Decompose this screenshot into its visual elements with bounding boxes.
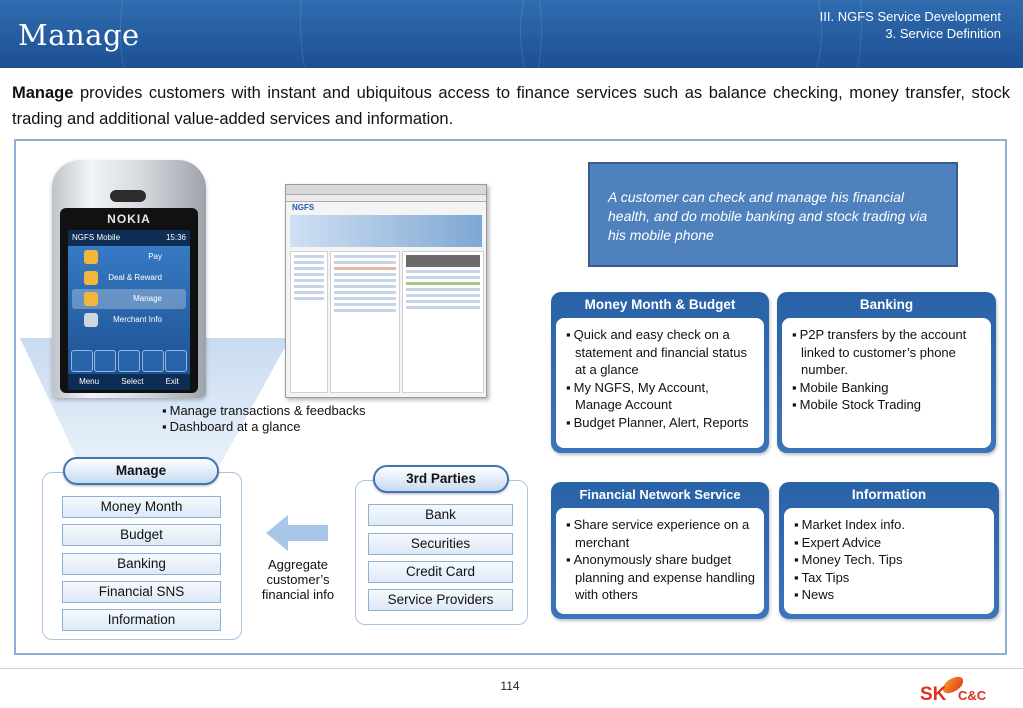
card-item: ▪ My NGFS, My Account, Manage Account xyxy=(566,379,758,414)
phone-feature-item: ▪ Manage transactions & feedbacks xyxy=(162,403,365,419)
portal-logo: NGFS xyxy=(292,203,315,212)
dollar-icon xyxy=(84,250,98,264)
description-callout: A customer can check and manage his financial health, and do mobile banking and stock trading via his mobile phone xyxy=(588,162,958,267)
phone-menu-merchant xyxy=(72,310,186,330)
card-money-month-budget xyxy=(551,292,769,453)
phone-status-bar xyxy=(68,230,190,246)
phone-app-title: NGFS Mobile xyxy=(72,233,121,242)
manage-item-banking: Banking xyxy=(62,553,221,575)
intro-lead: Manage xyxy=(12,84,74,102)
breadcrumb-subsection: 3. Service Definition xyxy=(885,26,1001,41)
card-title: Information xyxy=(851,487,927,502)
phone-earpiece xyxy=(110,190,146,202)
slide-title: Manage xyxy=(18,18,140,52)
third-party-securities: Securities xyxy=(368,533,513,555)
breadcrumb-section: III. NGFS Service Development xyxy=(819,9,1001,24)
card-body xyxy=(556,318,764,448)
third-party-credit-card: Credit Card xyxy=(368,561,513,583)
card-item: ▪ P2P transfers by the account linked to customer’s phone number. xyxy=(792,326,985,379)
manage-group-title: Manage xyxy=(63,457,219,485)
phone-icon-bar xyxy=(70,350,188,372)
trading-icon xyxy=(118,350,140,372)
card-body xyxy=(556,508,764,614)
card-item: ▪ Mobile Banking xyxy=(792,379,985,397)
softkey-menu: Menu xyxy=(79,377,100,386)
phone-menu-deal xyxy=(72,268,186,288)
card-item: ▪ Tax Tips xyxy=(794,569,988,587)
browser-address-bar xyxy=(286,195,486,202)
third-party-service-providers: Service Providers xyxy=(368,589,513,611)
portal-right-column xyxy=(402,251,484,393)
phone-feature-list xyxy=(162,403,365,435)
card-item: ▪ Money Tech. Tips xyxy=(794,551,988,569)
merchant-icon xyxy=(165,350,187,372)
card-financial-network-service xyxy=(551,482,769,619)
card-item: ▪ Expert Advice xyxy=(794,534,988,552)
portal-hero-banner xyxy=(290,215,482,247)
portal-center-column xyxy=(330,251,400,393)
book-icon xyxy=(84,292,98,306)
phone-menu-manage xyxy=(72,289,186,309)
card-item: ▪ Mobile Stock Trading xyxy=(792,396,985,414)
phone-time: 15:36 xyxy=(165,233,186,242)
mobile-phone-image xyxy=(52,160,206,398)
left-arrow-icon xyxy=(266,513,330,553)
card-item: ▪ Anonymously share budget planning and expense handling with others xyxy=(566,551,758,604)
handshake-icon xyxy=(84,271,98,285)
intro-text: provides customers with instant and ubiquitous access to finance services such as balance checking, money transfer, stock trading and additional value-added services and information. xyxy=(12,84,1010,128)
card-item: ▪ Market Index info. xyxy=(794,516,988,534)
card-title: Banking xyxy=(859,297,914,312)
breadcrumb xyxy=(820,8,1001,42)
transfer-icon xyxy=(94,350,116,372)
aggregate-label: Aggregate customer’s financial info xyxy=(261,557,335,602)
sk-cc-logo xyxy=(920,678,1015,706)
third-parties-title: 3rd Parties xyxy=(373,465,509,493)
phone-screen xyxy=(68,230,190,390)
manage-item-budget: Budget xyxy=(62,524,221,546)
page-number: 114 xyxy=(500,679,520,693)
banking-icon xyxy=(71,350,93,372)
card-body xyxy=(782,318,991,448)
slide-header xyxy=(0,0,1023,68)
portal-left-column xyxy=(290,251,328,393)
phone-menu-pay xyxy=(72,247,186,267)
browser-toolbar xyxy=(286,185,486,195)
manage-item-financial-sns: Financial SNS xyxy=(62,581,221,603)
phone-menu-label: Deal & Reward xyxy=(108,273,162,282)
manage-item-information: Information xyxy=(62,609,221,631)
intro-paragraph xyxy=(12,80,1010,132)
card-item: ▪ Share service experience on a merchant xyxy=(566,516,758,551)
card-body xyxy=(784,508,994,614)
phone-menu-label: Merchant Info xyxy=(113,315,162,324)
footer-divider xyxy=(0,668,1023,669)
header-decoration xyxy=(520,0,822,68)
card-title: Financial Network Service xyxy=(579,487,741,502)
phone-softkeys xyxy=(68,374,190,390)
phone-feature-item: ▪ Dashboard at a glance xyxy=(162,419,365,435)
card-information xyxy=(779,482,999,619)
web-portal-screenshot xyxy=(285,184,487,398)
phone-brand: NOKIA xyxy=(107,212,151,226)
card-banking xyxy=(777,292,996,453)
basket-icon xyxy=(84,313,98,327)
phone-body xyxy=(60,208,198,393)
manage-item-money-month: Money Month xyxy=(62,496,221,518)
phone-menu-label: Manage xyxy=(133,294,162,303)
softkey-exit: Exit xyxy=(165,377,179,386)
third-party-bank: Bank xyxy=(368,504,513,526)
phone-menu-label: Pay xyxy=(148,252,162,261)
logo-sk-text: SK xyxy=(920,684,947,705)
card-item: ▪ News xyxy=(794,586,988,604)
card-title: Money Month & Budget xyxy=(584,297,736,312)
card-item: ▪ Budget Planner, Alert, Reports xyxy=(566,414,758,432)
logo-cc-text: C&C xyxy=(958,688,987,703)
softkey-select: Select xyxy=(121,377,144,386)
tag-icon xyxy=(142,350,164,372)
card-item: ▪ Quick and easy check on a statement and financial status at a glance xyxy=(566,326,758,379)
